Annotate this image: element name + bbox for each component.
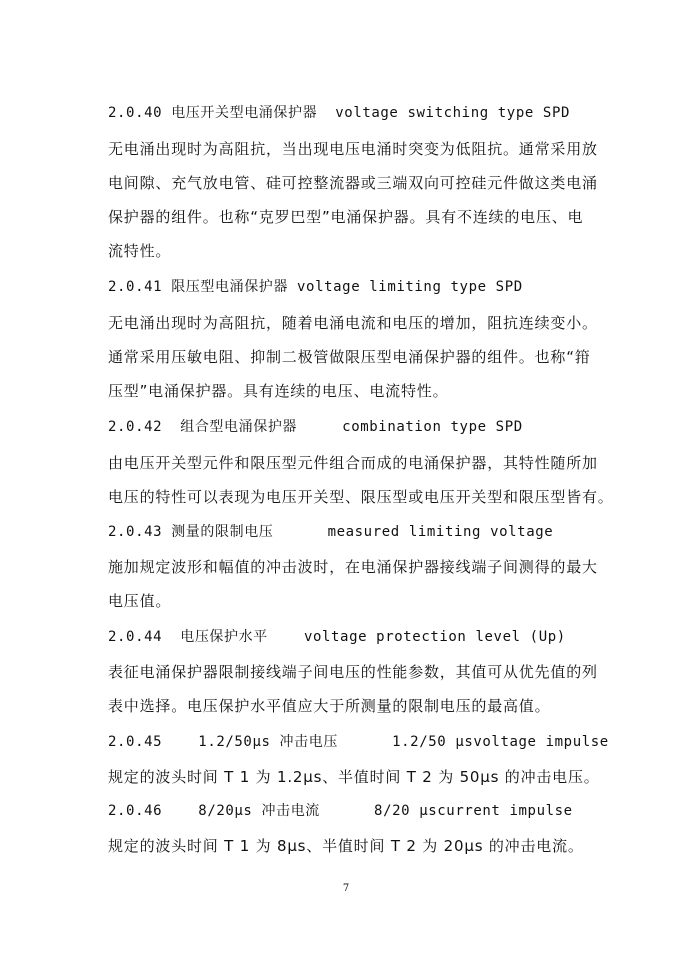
section-heading: 2.0.46 8/20μs 冲击电流 8/20 μscurrent impulse [108, 803, 573, 819]
body-line: 表征电涌保护器限制接线端子间电压的性能参数，其值可从优先值的列 [108, 663, 598, 681]
body-line: 规定的波头时间 T 1 为 8μs、半值时间 T 2 为 20μs 的冲击电流。 [108, 837, 584, 855]
section-heading: 2.0.43 测量的限制电压 measured limiting voltage [108, 524, 554, 540]
body-line: 保护器的组件。也称“克罗巴型”电涌保护器。具有不连续的电压、电 [108, 208, 584, 226]
body-line: 压型”电涌保护器。具有连续的电压、电流特性。 [108, 382, 449, 400]
body-line: 通常采用压敏电阻、抑制二极管做限压型电涌保护器的组件。也称“箝 [108, 348, 591, 366]
body-line: 电压值。 [108, 592, 172, 610]
section-heading: 2.0.41 限压型电涌保护器 voltage limiting type SPD [108, 279, 523, 295]
section-heading: 2.0.42 组合型电涌保护器 combination type SPD [108, 419, 523, 435]
body-line: 施加规定波形和幅值的冲击波时，在电涌保护器接线端子间测得的最大 [108, 558, 598, 576]
body-line: 电间隙、充气放电管、硅可控整流器或三端双向可控硅元件做这类电涌 [108, 174, 598, 192]
body-line: 表中选择。电压保护水平值应大于所测量的限制电压的最高值。 [108, 697, 551, 715]
body-line: 由电压开关型元件和限压型元件组合而成的电涌保护器，其特性随所加 [108, 454, 598, 472]
body-line: 无电涌出现时为高阻抗，随着电涌电流和电压的增加，阻抗连续变小。 [108, 314, 598, 332]
body-line: 规定的波头时间 T 1 为 1.2μs、半值时间 T 2 为 50μs 的冲击电压。 [108, 768, 600, 786]
section-heading: 2.0.40 电压开关型电涌保护器 voltage switching type SPD [108, 105, 571, 121]
body-line: 电压的特性可以表现为电压开关型、限压型或电压开关型和限压型皆有。 [108, 488, 614, 506]
body-line: 无电涌出现时为高阻抗，当出现电压电涌时突变为低阻抗。通常采用放 [108, 140, 598, 158]
section-heading: 2.0.45 1.2/50μs 冲击电压 1.2/50 μsvoltage impulse [108, 734, 609, 750]
page-number: 7 [342, 883, 350, 894]
section-heading: 2.0.44 电压保护水平 voltage protection level (Up) [108, 629, 566, 645]
body-line: 流特性。 [108, 242, 172, 260]
